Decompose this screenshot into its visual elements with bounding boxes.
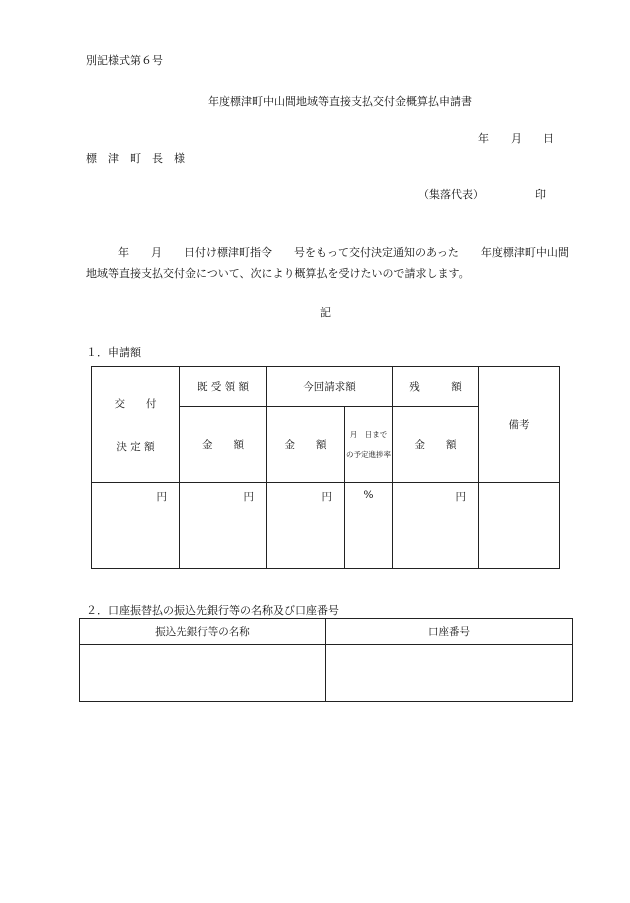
koufu-kettei-header	[92, 367, 180, 483]
bank-name-field[interactable]	[80, 645, 326, 702]
body-text-line-2: 地域等直接支払交付金について、次により概算払を受けたいので請求します。	[86, 267, 470, 280]
yen-unit: 円	[156, 491, 167, 503]
kiju-kingaku-header: 金 額	[180, 407, 267, 483]
date-day: 日	[543, 132, 554, 145]
zan-amount-cell[interactable]	[393, 483, 479, 569]
addressee: 標 津 町 長 様	[86, 152, 185, 165]
section2-heading: ２．口座振替払の振込先銀行等の名称及び口座番号	[86, 604, 339, 617]
konkai-kingaku-header: 金 額	[267, 407, 345, 483]
bikou-cell[interactable]	[479, 483, 560, 569]
body-text-line-1: 年 月 日付け標津町指令 号をもって交付決定通知のあった 年度標津町中山間	[118, 246, 569, 259]
account-number-field[interactable]	[326, 645, 573, 702]
yen-unit: 円	[243, 491, 254, 503]
date-month: 月	[511, 132, 522, 145]
koufu-line2: 決 定 額	[116, 440, 155, 453]
yotei-line2: の予定進捗率	[346, 449, 391, 459]
bikou-header: 備考	[479, 367, 560, 483]
account-number-header: 口座番号	[326, 619, 573, 645]
yen-unit: 円	[455, 491, 466, 503]
zan-header: 残 額	[393, 367, 479, 407]
document-title: 年度標津町中山間地域等直接支払交付金概算払申請書	[208, 95, 472, 108]
application-amount-table	[91, 366, 560, 569]
progress-rate-cell[interactable]	[345, 483, 393, 569]
kiju-header: 既 受 領 額	[180, 367, 267, 407]
konkai-amount-cell[interactable]	[267, 483, 345, 569]
koufu-amount-cell[interactable]	[92, 483, 180, 569]
section1-heading: １．申請額	[86, 346, 141, 359]
kiju-amount-cell[interactable]	[180, 483, 267, 569]
bank-account-table	[79, 618, 573, 702]
yotei-line1: 月 日まで	[349, 429, 388, 439]
form-number: 別記様式第６号	[86, 54, 163, 67]
bank-name-header: 振込先銀行等の名称	[80, 619, 326, 645]
representative-label: （集落代表）	[418, 188, 484, 201]
zan-kingaku-header: 金 額	[393, 407, 479, 483]
date-year: 年	[478, 132, 489, 145]
ki-heading: 記	[320, 306, 331, 319]
konkai-header: 今回請求額	[267, 367, 393, 407]
percent-unit: %	[363, 489, 374, 501]
koufu-line1: 交 付	[114, 397, 157, 410]
yen-unit: 円	[321, 491, 332, 503]
seal-mark: 印	[535, 188, 546, 201]
yotei-shinchoku-header	[345, 407, 393, 483]
